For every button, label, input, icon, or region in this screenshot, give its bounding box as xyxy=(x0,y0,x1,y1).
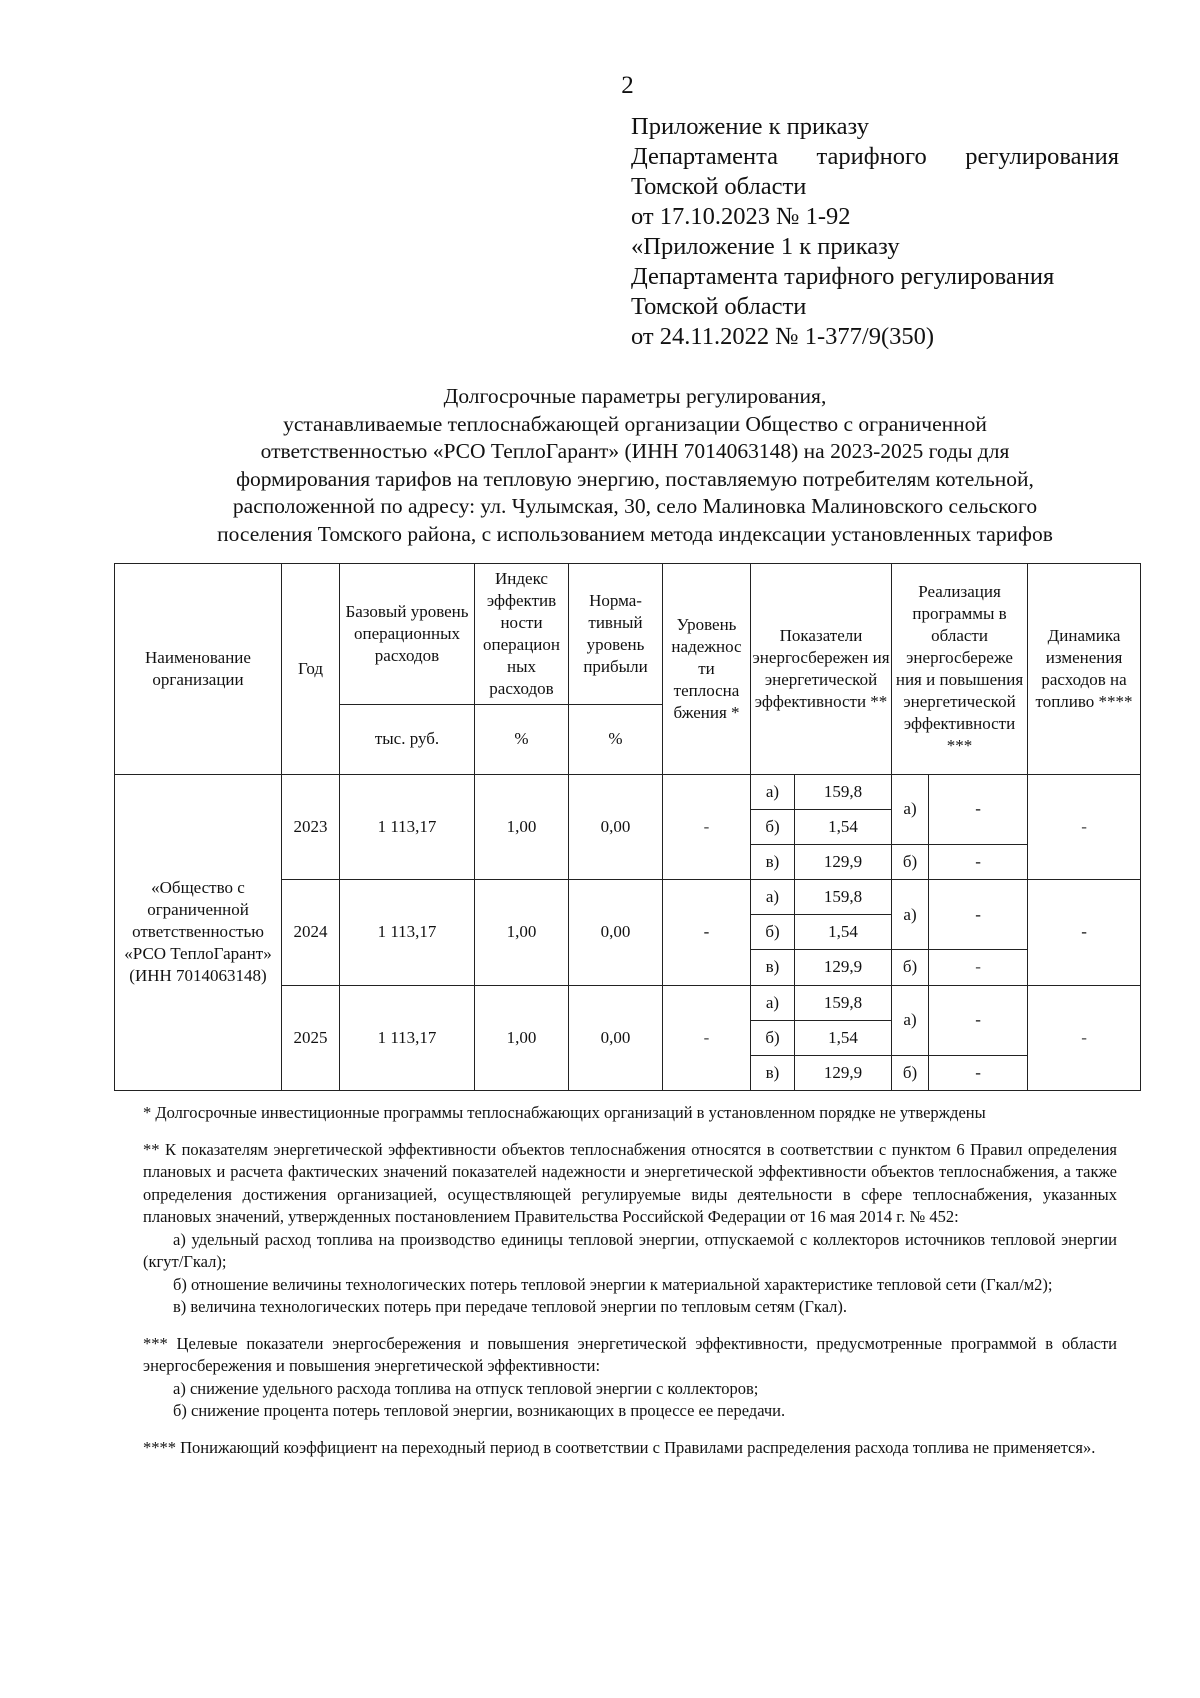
program-value: - xyxy=(929,880,1028,950)
fuel-cell: - xyxy=(1028,880,1141,985)
fuel-cell: - xyxy=(1028,774,1141,879)
indicator-value: 129,9 xyxy=(795,1055,892,1090)
base-costs-cell: 1 113,17 xyxy=(340,880,475,985)
profit-cell: 0,00 xyxy=(569,880,663,985)
indicator-key: в) xyxy=(751,1055,795,1090)
reliability-cell: - xyxy=(663,985,751,1090)
footnote-2b: б) отношение величины технологических потерь тепловой энергии к материальной характеристике тепловой сети (Гкал/м2); xyxy=(173,1274,1053,1294)
header-energy-program: Реализация программы в области энергосбереже ния и повышения энергетической эффективности *** xyxy=(892,564,1028,775)
header-profit-level: Норма-тивный уровень прибыли xyxy=(569,564,663,705)
footnote-2: ** К показателям энергетической эффективности объектов теплоснабжения относятся в соответствии с пунктом 6 Правил определения плановых и расчета фактических значений показателей надежности и энергетической эффективности объектов теплоснабжения, а также определения достижения организацией, осуществляющей регулируемые виды деятельности в сфере теплоснабжения, указанных плановых значений, утвержденных постановлением Правительства Российской Федерации от 16 мая 2014 г. № 452: xyxy=(143,1139,1117,1226)
reliability-cell: - xyxy=(663,774,751,879)
program-value: - xyxy=(929,985,1028,1055)
program-value: - xyxy=(929,950,1028,985)
footnote-2a: а) удельный расход топлива на производство единицы тепловой энергии, отпускаемой с коллекторов источников тепловой энергии (кгут/Гкал); xyxy=(143,1229,1117,1271)
header-efficiency-index: Индекс эффектив ности операцион ных расходов xyxy=(475,564,569,705)
footnotes xyxy=(143,1102,1117,1459)
indicator-value: 159,8 xyxy=(795,774,892,809)
appendix-line: от 24.11.2022 № 1-377/9(350) xyxy=(631,323,935,350)
indicator-value: 129,9 xyxy=(795,845,892,880)
reliability-cell: - xyxy=(663,880,751,985)
year-cell: 2023 xyxy=(282,774,340,879)
index-cell: 1,00 xyxy=(475,774,569,879)
indicator-value: 159,8 xyxy=(795,985,892,1020)
organization-name: «Общество с ограниченной ответственностью «РСО ТеплоГарант» (ИНН 7014063148) xyxy=(115,774,282,1090)
footnote-3b: б) снижение процента потерь тепловой энергии, возникающих в процессе ее передачи. xyxy=(173,1401,786,1420)
appendix-header xyxy=(631,112,1119,352)
header-year: Год xyxy=(282,564,340,775)
program-key: а) xyxy=(892,880,929,950)
indicator-key: а) xyxy=(751,985,795,1020)
indicator-key: в) xyxy=(751,950,795,985)
unit-index: % xyxy=(475,704,569,774)
footnote-1: * Долгосрочные инвестиционные программы теплоснабжающих организаций в установленном порядке не утверждены xyxy=(143,1103,986,1122)
indicator-value: 1,54 xyxy=(795,1020,892,1055)
year-cell: 2024 xyxy=(282,880,340,985)
parameters-table xyxy=(114,563,1141,1091)
base-costs-cell: 1 113,17 xyxy=(340,774,475,879)
appendix-line: Томской области xyxy=(631,173,807,200)
unit-base-costs: тыс. руб. xyxy=(340,704,475,774)
fuel-cell: - xyxy=(1028,985,1141,1090)
header-reliability: Уровень надежнос ти теплосна бжения * xyxy=(663,564,751,775)
program-key: б) xyxy=(892,845,929,880)
program-value: - xyxy=(929,845,1028,880)
footnote-4: **** Понижающий коэффициент на переходный период в соответствии с Правилами распределения расхода топлива не применяется». xyxy=(143,1437,1096,1457)
appendix-line: Департамента тарифного регулирования xyxy=(631,143,1119,170)
title-line: устанавливаемые теплоснабжающей организации Общество с ограниченной xyxy=(283,411,987,436)
appendix-line: Приложение к приказу xyxy=(631,113,869,140)
program-value: - xyxy=(929,1055,1028,1090)
unit-profit: % xyxy=(569,704,663,774)
profit-cell: 0,00 xyxy=(569,985,663,1090)
program-key: а) xyxy=(892,985,929,1055)
indicator-value: 1,54 xyxy=(795,915,892,950)
page-number: 2 xyxy=(621,72,634,99)
title-line: Долгосрочные параметры регулирования, xyxy=(443,384,827,408)
indicator-value: 129,9 xyxy=(795,950,892,985)
footnote-3: *** Целевые показатели энергосбережения и повышения энергетической эффективности, предусмотренные программой в области энергосбережения и повышения энергетической эффективности: xyxy=(143,1333,1117,1375)
program-value: - xyxy=(929,774,1028,844)
footnote-3a: а) снижение удельного расхода топлива на отпуск тепловой энергии с коллекторов; xyxy=(173,1378,759,1398)
indicator-value: 1,54 xyxy=(795,809,892,844)
appendix-line: «Приложение 1 к приказу xyxy=(631,233,900,260)
appendix-line: Департамента тарифного регулирования xyxy=(631,263,1055,290)
indicator-key: б) xyxy=(751,1020,795,1055)
year-cell: 2025 xyxy=(282,985,340,1090)
index-cell: 1,00 xyxy=(475,985,569,1090)
indicator-key: а) xyxy=(751,774,795,809)
document-title xyxy=(110,383,1160,548)
program-key: б) xyxy=(892,1055,929,1090)
header-energy-indicators: Показатели энергосбережен ия энергетической эффективности ** xyxy=(751,564,892,775)
program-key: б) xyxy=(892,950,929,985)
indicator-key: в) xyxy=(751,845,795,880)
profit-cell: 0,00 xyxy=(569,774,663,879)
title-line: ответственностью «РСО ТеплоГарант» (ИНН 7014063148) на 2023-2025 годы для xyxy=(260,439,1010,463)
base-costs-cell: 1 113,17 xyxy=(340,985,475,1090)
indicator-key: а) xyxy=(751,880,795,915)
header-organization: Наименование организации xyxy=(115,564,282,775)
header-fuel-dynamics: Динамика изменения расходов на топливо **** xyxy=(1028,564,1141,775)
index-cell: 1,00 xyxy=(475,880,569,985)
title-line: расположенной по адресу: ул. Чулымская, 30, село Малиновка Малиновского сельского xyxy=(232,494,1038,518)
indicator-key: б) xyxy=(751,915,795,950)
program-key: а) xyxy=(892,774,929,844)
indicator-value: 159,8 xyxy=(795,880,892,915)
header-base-costs: Базовый уровень операционных расходов xyxy=(340,564,475,705)
title-line: поселения Томского района, с использованием метода индексации установленных тарифов xyxy=(217,521,1053,546)
indicator-key: б) xyxy=(751,809,795,844)
footnote-2c: в) величина технологических потерь при передаче тепловой энергии по тепловым сетям (Гкал). xyxy=(173,1297,848,1316)
title-line: формирования тарифов на тепловую энергию, поставляемую потребителям котельной, xyxy=(236,466,1034,491)
appendix-line: Томской области xyxy=(631,293,807,320)
appendix-line: от 17.10.2023 № 1-92 xyxy=(631,203,851,230)
